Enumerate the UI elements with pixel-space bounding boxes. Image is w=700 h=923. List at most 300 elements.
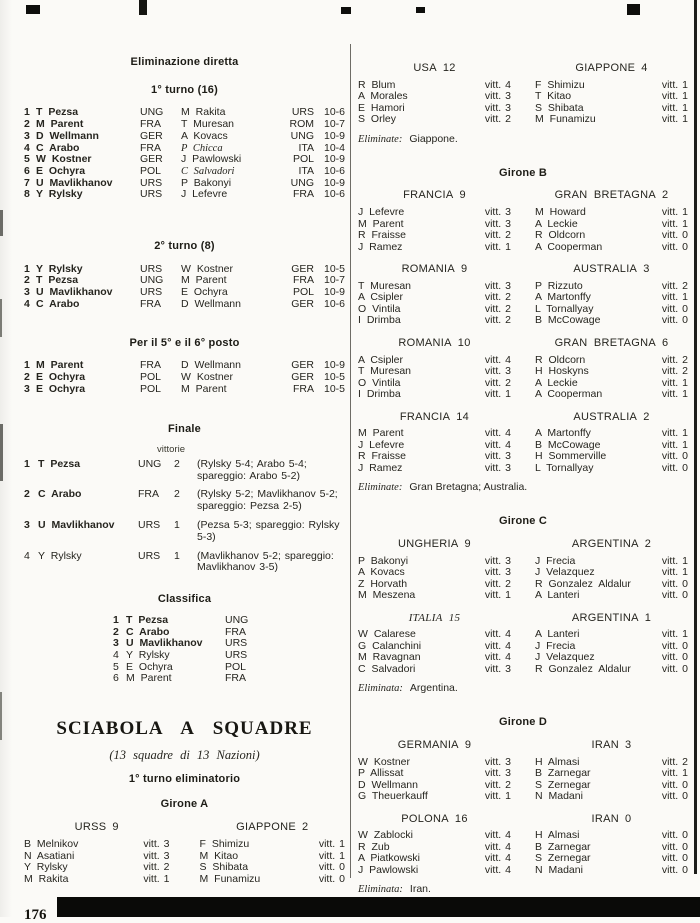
team-event-subtitle: (13 squadre di 13 Nazioni) — [109, 748, 260, 763]
away-team-score: 4 — [641, 62, 648, 74]
bout-row — [24, 299, 345, 311]
away-player-list — [535, 830, 688, 876]
player-name: I Drimba — [358, 314, 401, 327]
bout-winner-nation: UNG — [140, 274, 164, 287]
home-player-list — [358, 556, 511, 602]
vitt-count: 3 — [505, 279, 511, 292]
player-name: H Hoskyns — [535, 365, 589, 378]
away-team-table — [535, 412, 688, 475]
vitt-label: vitt. — [484, 438, 502, 451]
player-name: A Cooperman — [535, 240, 603, 253]
vitt-label: vitt. — [661, 589, 679, 602]
home-team-table — [358, 338, 511, 401]
finale-rank: 4 — [24, 549, 30, 562]
vitt-label: vitt. — [484, 388, 502, 401]
home-team-score: 9 — [464, 739, 472, 752]
player-row — [358, 451, 511, 463]
vitt-count: 0 — [682, 589, 688, 602]
bout-rank: 4 — [24, 141, 30, 154]
classifica-table — [113, 615, 345, 685]
vitt-count: 2 — [505, 113, 511, 126]
bout-winner-nation: POL — [140, 370, 162, 383]
home-team-name: FRANCIA — [399, 410, 451, 423]
vitt-label: vitt. — [484, 755, 502, 768]
away-team-table — [535, 613, 688, 676]
bout-rank: 7 — [24, 176, 30, 189]
vitt-count: 1 — [682, 113, 688, 126]
bout-rank: 3 — [24, 382, 30, 395]
away-team-name: IRAN — [591, 739, 620, 752]
bout-loser-nation: GER — [291, 370, 314, 383]
player-row — [358, 207, 511, 219]
bout-loser-nation: URS — [291, 106, 314, 119]
home-player-list — [358, 207, 511, 253]
away-team-score: 2 — [301, 821, 309, 834]
classifica-name: T Pezsa — [126, 613, 169, 626]
classifica-name: Y Rylsky — [126, 648, 170, 661]
vitt-label: vitt. — [661, 790, 679, 803]
vitt-count: 0 — [682, 314, 688, 327]
player-name: J Pawlowski — [358, 863, 419, 876]
vitt-count: 0 — [682, 229, 688, 242]
bout-winner-nation: FRA — [140, 359, 161, 372]
vitt-count: 4 — [505, 78, 511, 91]
vitt-label: vitt. — [484, 778, 502, 791]
vitt-count: 1 — [682, 206, 688, 219]
vitt-count: 0 — [682, 829, 688, 842]
bout-score: 10-5 — [323, 262, 345, 275]
player-name: P Bakonyi — [358, 554, 409, 567]
away-team-header — [535, 412, 688, 424]
vitt-count: 0 — [682, 778, 688, 791]
away-player-list — [200, 839, 346, 885]
bout-winner-name: C Arabo — [36, 297, 80, 310]
section-title-girone-a: Girone A — [160, 797, 209, 810]
vitt-count: 3 — [505, 662, 511, 675]
away-team-score: 3 — [625, 739, 632, 752]
player-name: S Zernegar — [535, 852, 591, 865]
finale-detail: (Pezsa 5-3; spareggio: Rylsky 5-3) — [197, 518, 340, 543]
player-row — [535, 463, 688, 475]
player-name: P Allissat — [358, 767, 404, 780]
vitt-label: vitt. — [661, 566, 679, 579]
bout-loser-name: W Kostner — [181, 262, 234, 275]
section-title-girone-c: Girone C — [498, 515, 548, 528]
vitt-label: vitt. — [661, 840, 679, 853]
away-team-name: AUSTRALIA — [573, 410, 638, 423]
player-row — [358, 768, 511, 780]
vitt-label: vitt. — [661, 778, 679, 791]
away-team-table — [535, 190, 688, 253]
bout-winner-nation: URS — [140, 188, 163, 201]
home-team-score: 10 — [457, 336, 471, 349]
vitt-label: vitt. — [143, 872, 160, 885]
vitt-count: 4 — [505, 852, 511, 865]
player-name: R Gonzalez Aldalur — [535, 662, 631, 675]
player-name: T Muresan — [358, 279, 411, 292]
away-player-list — [535, 428, 688, 474]
player-name: S Shibata — [535, 101, 584, 114]
vitt-count: 0 — [682, 450, 688, 463]
eliminated-label: Eliminate: — [358, 133, 403, 145]
vitt-count: 3 — [505, 90, 511, 103]
bout-score: 10-6 — [323, 188, 345, 201]
vitt-count: 1 — [682, 78, 688, 91]
vitt-label: vitt. — [484, 376, 502, 389]
home-team-header — [24, 822, 170, 834]
vitt-count: 1 — [682, 767, 688, 780]
vitt-label: vitt. — [661, 279, 679, 292]
bout-loser-nation: FRA — [293, 188, 314, 201]
player-row — [358, 865, 511, 877]
player-name: G Calanchini — [358, 639, 422, 652]
bout-winner-nation: URS — [140, 262, 163, 275]
vitt-count: 4 — [505, 829, 511, 842]
vitt-label: vitt. — [661, 388, 679, 401]
girone-b-eliminated-note — [358, 481, 688, 494]
vitt-label: vitt. — [143, 861, 160, 874]
bout-loser-name: P Chicca — [181, 142, 223, 154]
vitt-label: vitt. — [484, 217, 502, 230]
classifica-rank-name — [113, 615, 225, 627]
finale-rank-name — [24, 551, 138, 575]
bout-winner-name: U Mavlikhanov — [36, 286, 113, 299]
vitt-count: 1 — [682, 427, 688, 440]
player-row — [358, 590, 511, 602]
home-team-name: ROMANIA — [398, 336, 452, 349]
vitt-label: vitt. — [484, 863, 502, 876]
vitt-label: vitt. — [661, 229, 679, 242]
home-player-list — [358, 428, 511, 474]
vitt-count: 1 — [682, 101, 688, 114]
home-team-name: ROMANIA — [401, 263, 455, 276]
away-team-header — [200, 822, 346, 834]
bout-row — [24, 384, 345, 396]
finale-name: T Pezsa — [38, 457, 81, 470]
bout-rank: 5 — [24, 153, 30, 166]
away-team-name: GIAPPONE — [575, 62, 636, 74]
bout-row — [24, 131, 345, 143]
player-name: T Muresan — [358, 365, 411, 378]
bout-loser-nation: UNG — [290, 129, 314, 142]
vitt-count: 4 — [505, 651, 511, 664]
finale-wins: 1 — [174, 518, 180, 531]
finale-nation: URS — [138, 549, 161, 562]
player-name: R Fraisse — [358, 229, 406, 242]
player-row — [535, 428, 688, 440]
eliminated-teams: Gran Bretagna; Australia. — [409, 481, 528, 494]
player-name: A Cooperman — [535, 388, 603, 401]
section-title-primo-turno: 1° turno (16) — [151, 83, 218, 96]
vitt-label: vitt. — [661, 365, 679, 378]
page-number: 176 — [24, 907, 47, 923]
bout-rank: 1 — [24, 106, 30, 119]
bout-loser-name: J Pawlowski — [181, 153, 242, 166]
vitt-label: vitt. — [661, 291, 679, 304]
home-team-score: 12 — [442, 62, 456, 74]
vitt-count: 3 — [505, 767, 511, 780]
classifica-nation: FRA — [225, 625, 246, 638]
player-row — [358, 664, 511, 676]
player-row — [535, 114, 688, 126]
player-name: N Asatiani — [24, 849, 75, 862]
bout-score: 10-9 — [323, 176, 345, 189]
bout-winner-nation: FRA — [140, 141, 161, 154]
vitt-label: vitt. — [318, 849, 336, 862]
finale-rank: 2 — [24, 488, 30, 501]
player-name: Z Horvath — [358, 577, 408, 590]
classifica-rank: 4 — [113, 648, 119, 661]
vitt-count: 4 — [505, 427, 511, 440]
bout-loser-name: M Parent — [181, 274, 227, 287]
away-player-list — [535, 629, 688, 675]
bout-winner-name: U Mavlikhanov — [36, 176, 113, 189]
vitt-label: vitt. — [661, 302, 679, 315]
bout-score: 10-7 — [323, 274, 345, 287]
vitt-label: vitt. — [318, 872, 336, 885]
player-name: F Shimizu — [535, 78, 585, 91]
home-player-list — [24, 839, 170, 885]
player-name: A Csipler — [358, 353, 404, 366]
bout-winner-name: E Ochyra — [36, 370, 86, 383]
bout-score: 10-6 — [323, 297, 345, 310]
player-name: M Ravagnan — [358, 651, 421, 664]
eliminated-label: Eliminate: — [358, 482, 403, 494]
vitt-count: 2 — [505, 302, 511, 315]
vitt-label: vitt. — [484, 450, 502, 463]
away-team-table — [535, 338, 688, 401]
finale-detail: (Rylsky 5-4; Arabo 5-4; spareggio: Arabo 5-2) — [197, 457, 307, 482]
vitt-count: 0 — [682, 240, 688, 253]
fifth-place-table — [24, 360, 345, 395]
player-name: A Kovacs — [358, 566, 405, 579]
vitt-count: 1 — [682, 438, 688, 451]
player-name: L Tornallyay — [535, 461, 594, 474]
vitt-label: vitt. — [661, 651, 679, 664]
away-team-score: 2 — [644, 537, 652, 550]
away-team-score: 1 — [644, 611, 652, 624]
player-victories — [662, 590, 688, 602]
vitt-count: 1 — [505, 589, 511, 602]
bout-winner-name: Y Rylsky — [36, 188, 83, 201]
vitt-count: 0 — [682, 651, 688, 664]
player-row — [358, 242, 511, 254]
team-match — [358, 190, 688, 253]
vitt-label: vitt. — [661, 577, 679, 590]
vitt-count: 0 — [682, 302, 688, 315]
away-team-table — [535, 814, 688, 877]
vitt-label: vitt. — [484, 113, 502, 126]
vitt-label: vitt. — [484, 427, 502, 440]
player-name: S Zernegar — [535, 778, 591, 791]
player-row — [535, 791, 688, 803]
bout-loser-name: D Wellmann — [181, 297, 241, 310]
bout-rank: 3 — [24, 286, 30, 299]
vitt-label: vitt. — [661, 829, 679, 842]
home-team-table — [24, 822, 170, 885]
player-name: P Rizzuto — [535, 279, 583, 292]
player-name: G Theuerkauff — [358, 790, 428, 803]
vitt-count: 1 — [682, 217, 688, 230]
vitt-count: 2 — [505, 291, 511, 304]
finale-detail: (Mavlikhanov 5-2; spareggio: Mavlikhanov 3-5) — [197, 549, 334, 574]
home-team-score: 16 — [454, 812, 468, 825]
bout-winner-name: D Wellmann — [36, 129, 99, 142]
player-name: M Funamizu — [199, 872, 261, 885]
home-team-table — [358, 63, 511, 126]
vitt-count: 3 — [505, 755, 511, 768]
player-name: R Fraisse — [358, 450, 406, 463]
round2-table — [24, 264, 345, 311]
vitt-label: vitt. — [661, 78, 679, 91]
bout-loser-name: C Salvadori — [181, 165, 235, 177]
player-victories — [662, 242, 688, 254]
vitt-count: 0 — [682, 662, 688, 675]
player-victories — [662, 315, 688, 327]
vitt-label: vitt. — [484, 206, 502, 219]
bout-winner-nation: URS — [140, 286, 163, 299]
home-team-score: 15 — [448, 611, 461, 624]
player-name: J Lefevre — [358, 206, 405, 219]
vitt-count: 3 — [505, 554, 511, 567]
vitt-count: 2 — [682, 365, 688, 378]
player-row — [358, 366, 511, 378]
vitt-count: 2 — [505, 376, 511, 389]
classifica-name: C Arabo — [126, 625, 170, 638]
team-match — [358, 338, 688, 401]
bout-loser-name: A Kovacs — [181, 129, 228, 142]
vitt-label: vitt. — [484, 840, 502, 853]
classifica-nation: POL — [225, 660, 247, 673]
bout-score: 10-9 — [323, 286, 345, 299]
away-player-list — [535, 757, 688, 803]
player-row — [535, 567, 688, 579]
vitt-count: 3 — [505, 206, 511, 219]
finale-row — [24, 459, 345, 483]
vitt-label: vitt. — [661, 101, 679, 114]
vitt-count: 0 — [682, 577, 688, 590]
away-team-header — [535, 613, 688, 625]
home-team-name: POLONA — [401, 812, 449, 825]
player-name: A Leckie — [535, 376, 578, 389]
player-name: R Oldcorn — [535, 353, 586, 366]
round1-table — [24, 107, 345, 201]
player-name: A Lanteri — [535, 628, 580, 641]
home-team-header — [358, 338, 511, 350]
girone-d-eliminated-note — [358, 883, 688, 896]
classifica-name: E Ochyra — [126, 660, 173, 673]
bout-loser-nation: ROM — [289, 118, 314, 131]
bout-rank: 2 — [24, 274, 30, 287]
finale-row — [24, 551, 345, 575]
classifica-row — [113, 615, 345, 627]
bout-rank: 1 — [24, 262, 30, 275]
vitt-label: vitt. — [484, 279, 502, 292]
player-name: A Leckie — [535, 217, 578, 230]
player-row — [358, 428, 511, 440]
vitt-count: 1 — [682, 628, 688, 641]
player-name: B McCowage — [535, 438, 601, 451]
away-team-header — [535, 63, 688, 75]
bout-loser-nation: GER — [291, 297, 314, 310]
player-victories — [319, 874, 345, 886]
player-name: Y Rylsky — [24, 861, 68, 874]
classifica-nation: FRA — [225, 672, 246, 685]
player-name: C Salvadori — [358, 662, 416, 675]
bout-winner-name: M Parent — [36, 359, 84, 372]
away-team-name: ARGENTINA — [571, 611, 639, 624]
finale-name: U Mavlikhanov — [38, 518, 115, 531]
section-title-finale: Finale — [168, 423, 201, 436]
player-name: R Zub — [358, 840, 390, 853]
away-team-header — [535, 190, 688, 202]
home-team-header — [358, 190, 511, 202]
player-name: E Hamori — [358, 101, 405, 114]
eliminated-label: Eliminata: — [358, 683, 403, 695]
player-row — [535, 230, 688, 242]
vitt-label: vitt. — [661, 852, 679, 865]
vitt-label: vitt. — [661, 376, 679, 389]
player-name: I Drimba — [358, 388, 401, 401]
section-title-girone-b: Girone B — [498, 166, 548, 179]
vitt-label: vitt. — [484, 829, 502, 842]
player-row — [535, 366, 688, 378]
vitt-label: vitt. — [484, 628, 502, 641]
vitt-count: 4 — [505, 639, 511, 652]
girone-c-matches — [358, 528, 688, 675]
player-row — [358, 91, 511, 103]
player-victories — [485, 315, 511, 327]
player-name: B Zarnegar — [535, 767, 591, 780]
vitt-count: 3 — [505, 566, 511, 579]
home-team-table — [358, 190, 511, 253]
home-team-header — [358, 539, 511, 551]
player-name: A Csipler — [358, 291, 404, 304]
vitt-label: vitt. — [484, 852, 502, 865]
team-match — [358, 740, 688, 803]
bout-winner-name: T Pezsa — [36, 274, 79, 287]
bout-score: 10-6 — [323, 106, 345, 119]
vitt-count: 1 — [682, 554, 688, 567]
vitt-label: vitt. — [661, 662, 679, 675]
player-name: N Madani — [535, 790, 583, 803]
bout-loser-name: W Kostner — [181, 370, 234, 383]
team-match — [358, 264, 688, 327]
vitt-label: vitt. — [661, 461, 679, 474]
home-team-header — [358, 740, 511, 752]
player-name: W Kostner — [358, 755, 411, 768]
vitt-count: 3 — [505, 217, 511, 230]
player-name: M Rakita — [24, 872, 69, 885]
vitt-count: 3 — [505, 365, 511, 378]
section-title-classifica: Classifica — [157, 593, 212, 606]
finale-nation: FRA — [138, 488, 159, 501]
bout-loser-nation: GER — [291, 359, 314, 372]
vitt-label: vitt. — [661, 639, 679, 652]
player-name: B McCowage — [535, 314, 601, 327]
home-player-list — [358, 830, 511, 876]
away-team-header — [535, 740, 688, 752]
player-row — [535, 865, 688, 877]
team-match — [24, 822, 345, 885]
vitt-count: 2 — [505, 778, 511, 791]
home-team-name: FRANCIA — [403, 189, 454, 202]
vitt-label: vitt. — [484, 314, 502, 327]
player-row — [358, 114, 511, 126]
player-name: A Martonffy — [535, 291, 591, 304]
vitt-count: 0 — [339, 861, 345, 874]
player-victories — [485, 463, 511, 475]
